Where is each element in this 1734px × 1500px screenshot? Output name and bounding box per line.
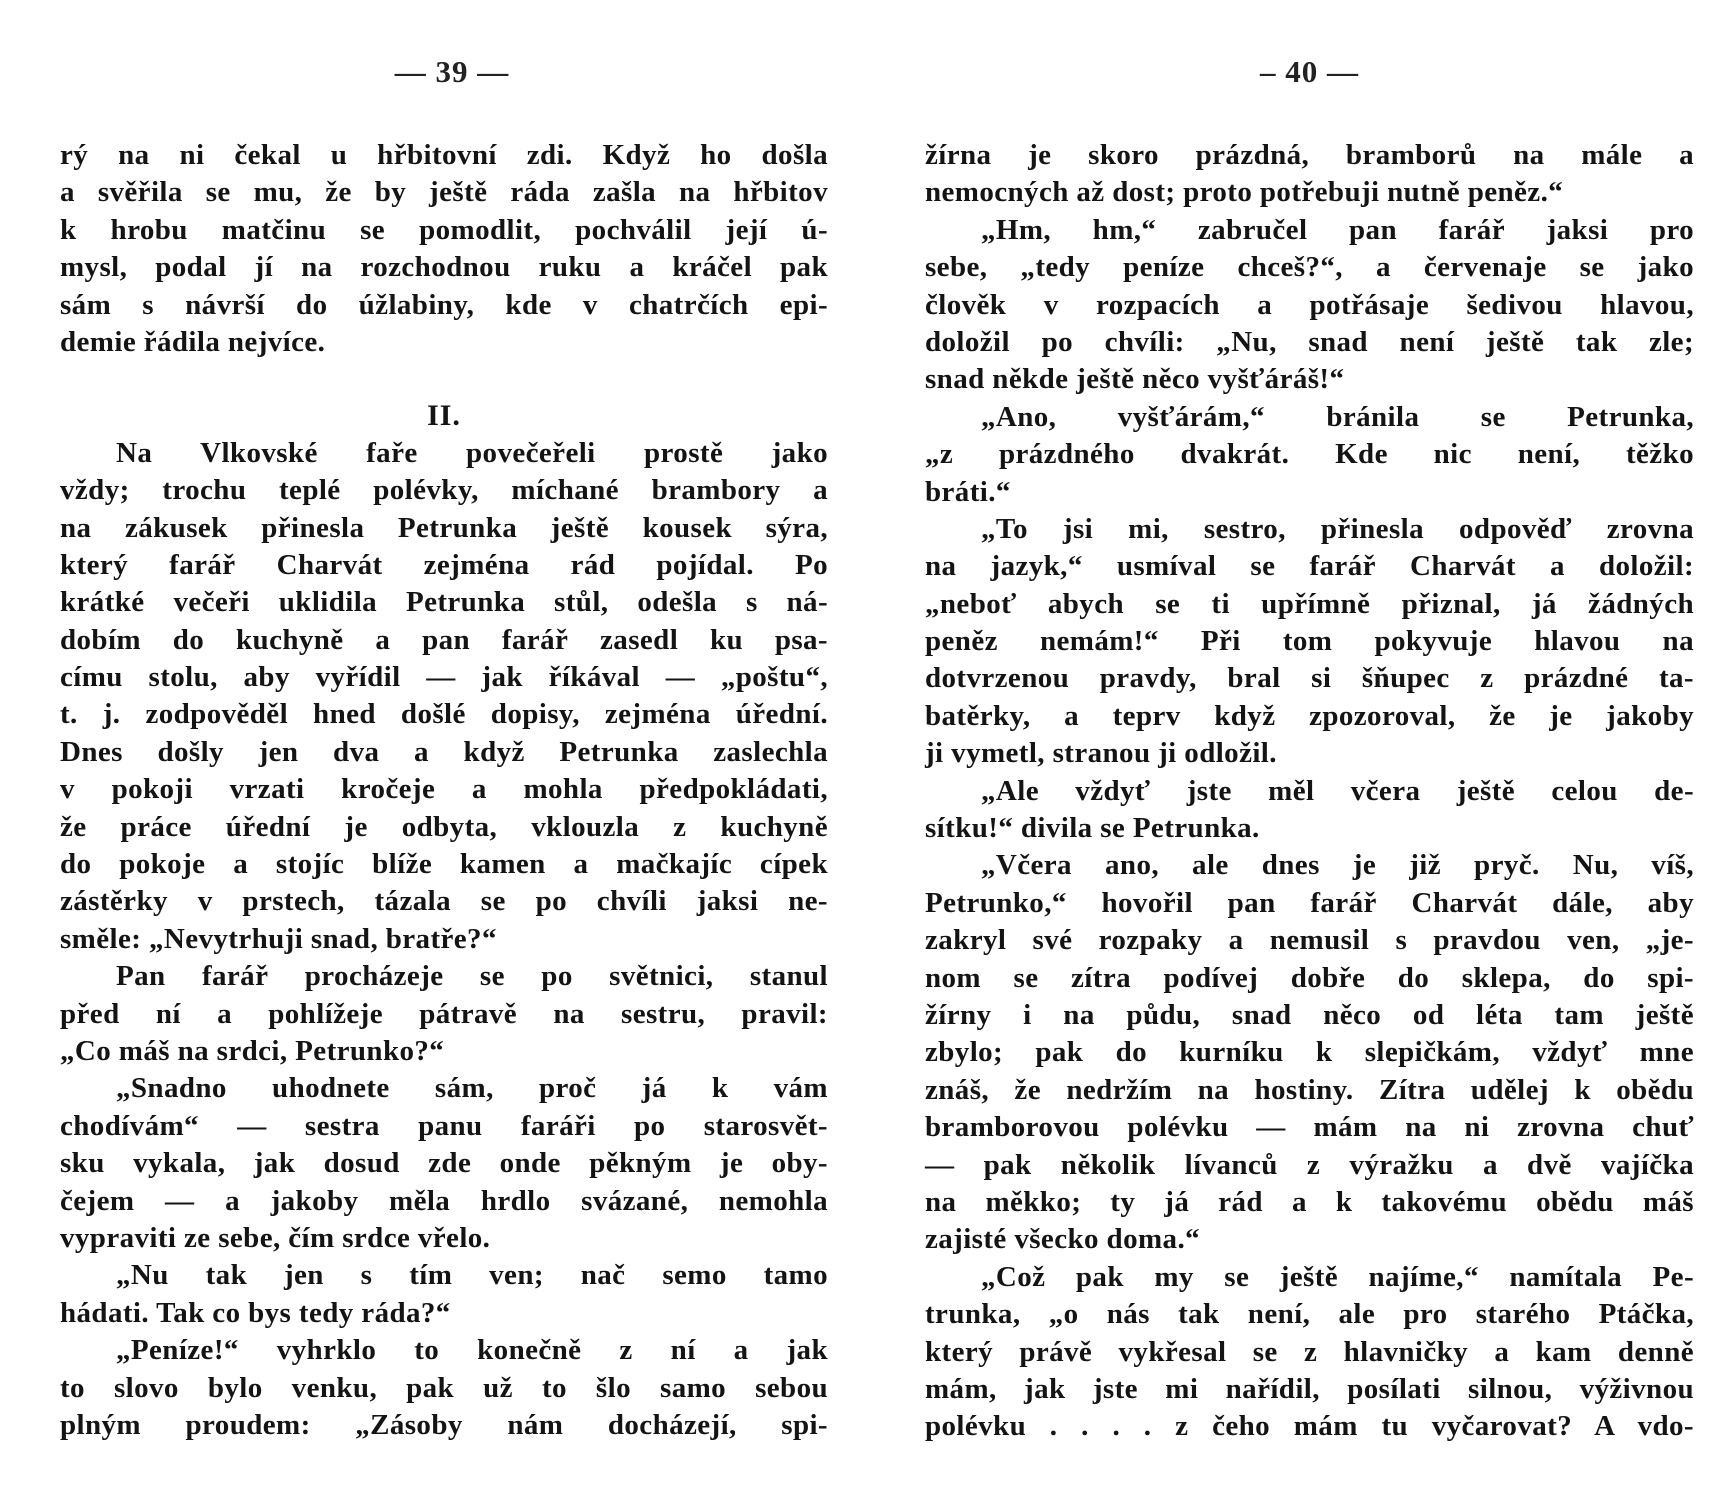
text-line: sebe, „tedy peníze chceš?“, a červenaje se jako — [925, 251, 1694, 284]
text-line: doložil po chvíli: „Nu, snad není ještě tak zle; — [925, 325, 1694, 358]
text-line: „Včera ano, ale dnes je již pryč. Nu, víš, — [981, 849, 1694, 882]
text-line: zástěrky v prstech, tázala se po chvíli jaksi ne- — [60, 885, 828, 918]
text-line: Dnes došly jen dva a když Petrunka zaslechla — [60, 735, 828, 768]
text-line: peněz nemám!“ Při tom pokyvuje hlavou na — [925, 625, 1694, 658]
text-line: „Nu tak jen s tím ven; nač semo tamo — [116, 1259, 828, 1292]
text-line: batěrky, a teprv když zpozoroval, že je jakoby — [925, 699, 1694, 732]
text-line: vždy; trochu teplé polévky, míchané brambory a — [60, 474, 828, 507]
text-line: na zákusek přinesla Petrunka ještě kousek sýra, — [60, 511, 828, 544]
text-line: že práce úřední je odbyta, vklouzla z kuchyně — [60, 810, 828, 843]
text-line: žírny i na půdu, snad něco od léta tam ještě — [925, 998, 1694, 1031]
text-line: na měkko; ty já rád a k takovému obědu máš — [925, 1185, 1694, 1218]
text-line: k hrobu matčinu se pomodlit, pochválil její ú- — [60, 213, 828, 246]
text-line: polévku . . . . z čeho mám tu vyčarovat? A vdo- — [925, 1410, 1694, 1443]
text-line: Pan farář procházeje se po světnici, stanul — [116, 960, 828, 993]
text-line: „Hm, hm,“ zabručel pan farář jaksi pro — [981, 213, 1694, 246]
paragraph — [60, 435, 828, 958]
text-line: žírna je skoro prázdná, bramborů na mále a — [925, 139, 1694, 171]
text-line: do pokoje a stojíc blíže kamen a mačkajíc cípek — [60, 848, 828, 881]
text-line: v pokoji vrzati kročeje a mohla předpokládati, — [60, 773, 828, 806]
left-page — [60, 0, 828, 1500]
text-line: který farář Charvát zejména rád pojídal. Po — [60, 548, 828, 581]
text-line: plným proudem: „Zásoby nám docházejí, spi- — [60, 1408, 828, 1441]
paragraph — [925, 511, 1694, 773]
text-line: nom se zítra podívej dobře do sklepa, do spi- — [925, 961, 1694, 994]
text-line: na jazyk,“ usmíval se farář Charvát a doložil: — [925, 550, 1694, 583]
text-line: dobím do kuchyně a pan farář zasedl ku psa- — [60, 623, 828, 656]
text-line: čejem — a jakoby měla hrdlo svázané, nemohla — [60, 1184, 828, 1217]
text-line: sku vykala, jak dosud zde onde pěkným je oby- — [60, 1147, 828, 1180]
text-line: Petrunko,“ hovořil pan farář Charvát dále, aby — [925, 886, 1694, 919]
text-line: „To jsi mi, sestro, přinesla odpověď zrovna — [981, 512, 1694, 545]
text-line: címu stolu, aby vyřídil — jak říkával — „poštu“, — [60, 661, 828, 694]
text-line: „Peníze!“ vyhrklo to konečně z ní a jak — [116, 1334, 828, 1367]
right-page-number: – 40 — — [1260, 54, 1359, 89]
paragraph — [60, 1257, 828, 1332]
text-line: to slovo bylo venku, pak už to šlo samo sebou — [60, 1371, 828, 1404]
right-page-text — [925, 137, 1694, 1446]
text-line: — pak několik lívanců z výražku a dvě vajíčka — [925, 1148, 1694, 1181]
text-line: t. j. zodpověděl hned došlé dopisy, zejména úřední. — [60, 698, 828, 731]
text-line: „Co máš na srdci, Petrunko?“ — [60, 1034, 445, 1067]
right-page — [925, 0, 1694, 1500]
text-line: bráti.“ — [925, 475, 1011, 508]
paragraph — [925, 137, 1694, 212]
text-line: demie řádila nejvíce. — [60, 325, 326, 358]
paragraph — [925, 773, 1694, 848]
text-line: před ní a pohlížeje pátravě na sestru, pravil: — [60, 997, 828, 1030]
text-line: dotvrzenou pravdy, bral si šňupec z prázdné ta- — [925, 662, 1694, 695]
text-line: mysl, podal jí na rozchodnou ruku a kráčel pak — [60, 251, 828, 284]
text-line: „Snadno uhodnete sám, proč já k vám — [116, 1072, 828, 1105]
paragraph — [60, 958, 828, 1070]
text-line: nemocných až dost; proto potřebuji nutně peněz.“ — [925, 176, 1564, 209]
text-line: chodívám“ — sestra panu faráři po starosvět- — [60, 1109, 828, 1142]
paragraph — [925, 847, 1694, 1258]
text-line: „Ano, vyšťárám,“ bránila se Petrunka, — [981, 400, 1694, 433]
text-line: „Což pak my se ještě najíme,“ namítala Pe- — [981, 1260, 1694, 1293]
text-line: a svěřila se mu, že by ještě ráda zašla na hřbitov — [60, 176, 828, 209]
text-line: mám, jak jste mi nařídil, posílati silnou, výživnou — [925, 1372, 1694, 1405]
paragraph — [60, 137, 828, 361]
paragraph — [925, 399, 1694, 511]
text-line: „Ale vždyť jste měl včera ještě celou de- — [981, 774, 1694, 807]
text-line: sítku!“ divila se Petrunka. — [925, 812, 1260, 845]
paragraph — [925, 212, 1694, 399]
left-page-number: — 39 — — [394, 54, 510, 89]
left-page-text — [60, 137, 828, 1444]
text-line: ji vymetl, stranou ji odložil. — [925, 737, 1277, 770]
text-line: sám s návrší do úžlabiny, kde v chatrčích epi- — [60, 288, 828, 321]
text-line: „z prázdného dvakrát. Kde nic není, těžko — [925, 438, 1694, 471]
text-line: znáš, že nedržím na hostiny. Zítra udělej k obědu — [925, 1073, 1694, 1106]
text-line: který právě vykřesal se z hlavničky a kam denně — [925, 1335, 1694, 1368]
text-line: hádati. Tak co bys tedy ráda?“ — [60, 1296, 451, 1329]
text-line: zbylo; pak do kurníku k slepičkám, vždyť mne — [925, 1036, 1694, 1069]
text-line: bramborovou polévku — mám na ni zrovna chuť — [925, 1111, 1694, 1144]
text-line: vypraviti ze sebe, čím srdce vřelo. — [60, 1221, 491, 1254]
paragraph — [60, 1070, 828, 1257]
text-line: zajisté všecko doma.“ — [925, 1223, 1200, 1256]
text-line: trunka, „o nás tak není, ale pro starého Ptáčka, — [925, 1298, 1694, 1331]
text-line: směle: „Nevytrhuji snad, bratře?“ — [60, 922, 497, 955]
text-line: snad někde ještě něco vyšťáráš!“ — [925, 363, 1345, 396]
text-line: zakryl své rozpaky a nemusil s pravdou ven, „je- — [925, 924, 1694, 957]
paragraph — [925, 1259, 1694, 1446]
text-line: „neboť abych se ti upřímně přiznal, já žádných — [925, 587, 1694, 620]
text-line: Na Vlkovské faře povečeřeli prostě jako — [116, 436, 828, 469]
text-line: rý na ni čekal u hřbitovní zdi. Když ho došla — [60, 139, 828, 171]
paragraph — [60, 1332, 828, 1444]
chapter-heading: II. — [427, 399, 461, 433]
text-line: krátké večeři uklidila Petrunka stůl, odešla s ná- — [60, 586, 828, 619]
text-line: člověk v rozpacích a potřásaje šedivou hlavou, — [925, 288, 1694, 321]
